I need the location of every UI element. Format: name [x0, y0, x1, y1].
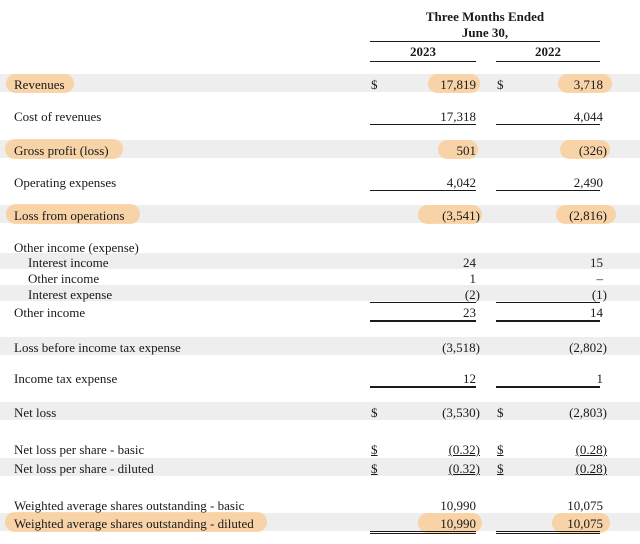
row-label: Income tax expense: [14, 371, 118, 386]
value-2023: 10,990: [440, 516, 476, 531]
column-header-2022: 2022: [535, 44, 561, 59]
value-2022: (2,802): [569, 340, 607, 355]
table-row-other-income-total: [0, 303, 640, 321]
table-row-interest-expense: [0, 286, 640, 302]
row-label: Interest expense: [28, 287, 113, 302]
table-row-interest-income: [0, 254, 640, 270]
table-row-operating-expenses: [0, 173, 640, 191]
value-2022: 15: [590, 255, 603, 270]
value-2023: (2): [464, 287, 480, 302]
row-label: Interest income: [28, 255, 109, 270]
value-2022: 10,075: [567, 498, 603, 513]
value-2022: 10,075: [567, 516, 603, 531]
value-2022: 14: [590, 305, 603, 320]
currency-symbol: $: [371, 442, 378, 457]
value-2022: 2,490: [573, 175, 603, 190]
value-2023: 12: [463, 371, 476, 386]
row-label: Operating expenses: [14, 175, 117, 190]
value-2023: 17,819: [440, 77, 476, 92]
row-label: Net loss: [14, 405, 57, 420]
currency-symbol: $: [497, 405, 504, 420]
table-row-net-loss: [0, 403, 640, 421]
row-label: Other income: [14, 305, 86, 320]
row-label: Revenues: [14, 77, 65, 92]
value-2022: (0.28): [575, 461, 607, 476]
row-label: Cost of revenues: [14, 109, 102, 124]
value-2022: (1): [591, 287, 607, 302]
table-row-shares-basic: [0, 496, 640, 514]
value-2023: (3,541): [442, 208, 480, 223]
value-2022: –: [596, 271, 603, 286]
table-row-income-tax: [0, 369, 640, 387]
table-row-shares-diluted: [0, 514, 640, 532]
currency-symbol: $: [497, 442, 504, 457]
value-2022: (326): [578, 143, 607, 158]
value-2023: (0.32): [448, 442, 480, 457]
row-label: Other income: [28, 271, 100, 286]
value-2022: 3,718: [573, 77, 603, 92]
row-label: Net loss per share - diluted: [14, 461, 154, 476]
currency-symbol: $: [371, 77, 378, 92]
value-2022: (2,816): [569, 208, 607, 223]
period-heading-line1: Three Months Ended: [425, 9, 545, 24]
value-2022: (0.28): [575, 442, 607, 457]
currency-symbol: $: [497, 77, 504, 92]
table-row-eps-basic: [0, 440, 640, 458]
row-label: Weighted average shares outstanding - diluted: [14, 516, 254, 531]
value-2022: (2,803): [569, 405, 607, 420]
value-2023: 23: [463, 305, 476, 320]
value-2023: 1: [469, 271, 476, 286]
row-label: Other income (expense): [14, 240, 139, 255]
currency-symbol: $: [371, 461, 378, 476]
value-2023: 10,990: [440, 498, 476, 513]
table-row-revenues: [0, 75, 640, 93]
column-header-2023: 2023: [410, 44, 436, 59]
currency-symbol: $: [497, 461, 504, 476]
value-2023: 24: [463, 255, 476, 270]
row-label: Gross profit (loss): [14, 143, 109, 158]
value-2023: (0.32): [448, 461, 480, 476]
currency-symbol: $: [371, 405, 378, 420]
value-2022: 4,044: [573, 109, 603, 124]
value-2022: 1: [596, 371, 603, 386]
value-2023: 17,318: [440, 109, 476, 124]
row-label: Loss before income tax expense: [14, 340, 181, 355]
table-row-other-income-sub: [0, 270, 640, 286]
row-label: Weighted average shares outstanding - basic: [14, 498, 245, 513]
table-row-cost-of-revenues: [0, 107, 640, 125]
table-row-loss-from-operations: [0, 206, 640, 224]
value-2023: 501: [456, 143, 476, 158]
row-label: Net loss per share - basic: [14, 442, 145, 457]
row-label: Loss from operations: [14, 208, 125, 223]
period-heading-line2: June 30,: [461, 25, 509, 40]
value-2023: 4,042: [446, 175, 476, 190]
table-row-eps-diluted: [0, 459, 640, 477]
value-2023: (3,530): [442, 405, 480, 420]
table-row-gross-profit: [0, 141, 640, 159]
value-2023: (3,518): [442, 340, 480, 355]
table-row-loss-before-tax: [0, 338, 640, 356]
